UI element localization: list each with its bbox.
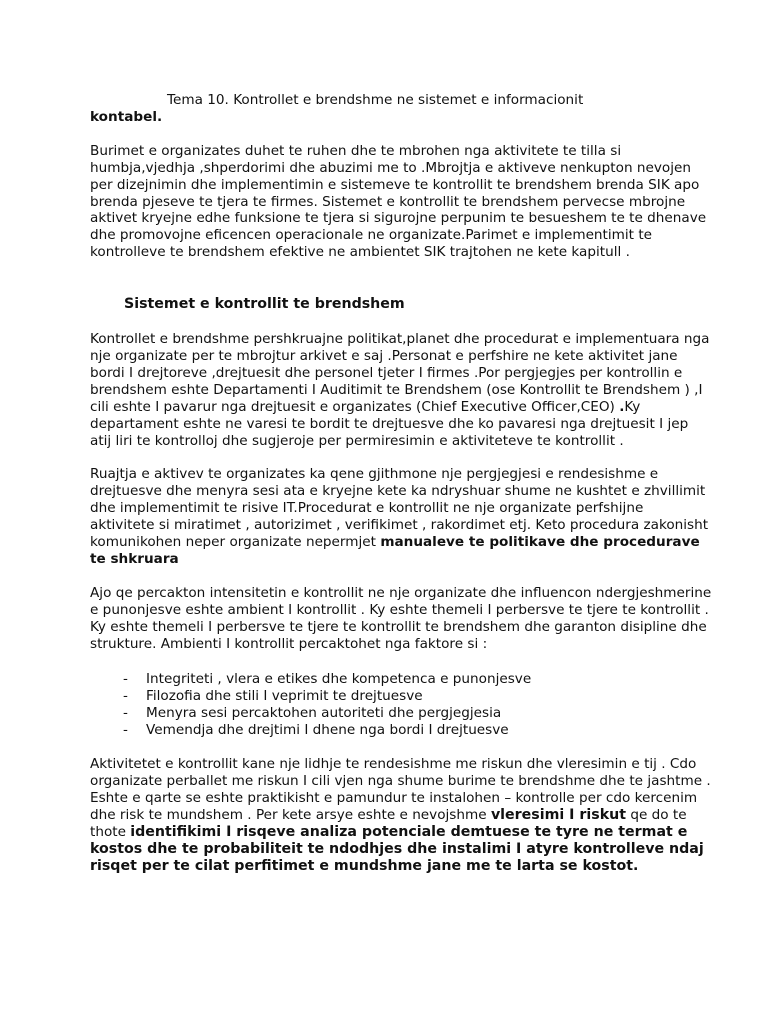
list-item-text: Filozofia dhe stili I veprimit te drejtuesve xyxy=(146,688,423,705)
section-heading: Sistemet e kontrollit te brendshem xyxy=(124,296,405,313)
bold-risk-identification: identifikimi I risqeve analiza potenciale demtuese te tyre ne termat e kostos dhe te probabiliteit te ndodhjes dhe instalimi I atyre kontrolleve ndaj risqet per te cilat perfitimet e mundshme jane me te larta se kostot xyxy=(90,823,704,874)
paragraph-asset-protection-text: Ruajtja e aktivev te organizates ka qene gjithmone nje pergjegjesi e rendesishme e drejtuesve dhe menyra sesi ata e kryejne kete ka ndryshuar shume ne kushtet e zhvillimit dhe implementimit te risive IT.Procedurat e kontrollit ne nje organizate perfshijne aktivitete si miratimet , autorizimet , verifikimet , rakordimet etj. Keto procedura zakonisht komunikohen neper organizate nepermjet xyxy=(90,466,709,551)
paragraph-asset-protection xyxy=(90,466,712,567)
paragraph-internal-controls xyxy=(90,331,712,449)
list-item xyxy=(90,688,712,705)
list-item xyxy=(90,671,712,688)
dash-bullet: - xyxy=(123,688,128,705)
paragraph-risk-assessment xyxy=(90,756,712,874)
paragraph-internal-controls-text: Kontrollet e brendshme pershkruajne politikat,planet dhe procedurat e implementuara nga nje organizate per te mbrojtur arkivet e saj .Personat e perfshire ne kete aktivitet jane bordi I drejtoreve ,drejtuesit dhe personel tjeter I firmes .Por pergjegjes per kontrollin e brendshem eshte Departamenti I Auditimit te Brendshem (ose Kontrollit te Brendshem ) ,I cili eshte I pavarur nga drejtuesit e organizates (Chief Executive Officer,CEO) xyxy=(90,331,710,415)
dash-bullet: - xyxy=(123,705,128,722)
bold-end-period: . xyxy=(633,857,639,874)
document-title xyxy=(90,92,712,126)
paragraph-risk-text: Aktivitetet e kontrollit kane nje lidhje te rendesishme me riskun dhe vleresimin e tij . Cdo organizate perballet me riskun I cili vjen nga shume burime te brendshme dhe te jashtme . Eshte e qarte se eshte praktikisht e pamundur te instalohen – kontrolle per cdo kercenim dhe risk te mundshem . Per kete arsye eshte e nevojshme xyxy=(90,756,711,823)
factors-list xyxy=(90,671,712,739)
dash-bullet: - xyxy=(123,722,128,739)
bold-manuals: manualeve te politikave dhe procedurave te shkruara xyxy=(90,534,700,567)
list-item xyxy=(90,705,712,722)
bold-risk-assessment: vleresimi I riskut xyxy=(490,806,627,823)
title-line-1: Tema 10. Kontrollet e brendshme ne sistemet e informacionit xyxy=(167,92,584,108)
paragraph-control-environment: Ajo qe percakton intensitetin e kontrollit ne nje organizate dhe influencon ndergjeshmerine e punonjesve eshte ambient I kontrollit . Ky eshte themeli I perbersve te tjere te kontrollit . Ky eshte themeli I perbersve te tjere te kontrollit te brendshem dhe garanton disipline dhe strukture. Ambienti I kontrollit percaktohet nga faktore si : xyxy=(90,584,712,652)
intro-paragraph: Burimet e organizates duhet te ruhen dhe te mbrohen nga aktivitete te tilla si humbja,vjedhja ,shperdorimi dhe abuzimi me to .Mbrojtja e aktiveve nenkupton nevojen per dizejnimin dhe implementimin e sistemeve te kontrollit te brendshem brenda SIK apo brenda pjeseve te tjera te firmes. Sistemet e kontrollit te brendshem pervecse mbrojne aktivet kryejne edhe funksione te tjera si sigurojne perpunim te besueshem te te dhenave dhe promovojne eficencen operacionale ne organizate.Parimet e implementimit te kontrolleve te brendshem efektive ne ambientet SIK trajtohen ne kete kapitull . xyxy=(90,142,707,261)
list-item-text: Integriteti , vlera e etikes dhe kompetenca e punonjesve xyxy=(146,671,532,688)
title-line-2: kontabel. xyxy=(90,108,163,125)
paragraph-risk-mid: qe do te thote xyxy=(90,806,687,840)
dash-bullet: - xyxy=(123,671,128,688)
bold-period: . xyxy=(619,398,625,415)
paragraph-internal-controls-tail: Ky departament eshte ne varesi te bordit te drejtuesve dhe ko pavaresi nga drejtuesit I jep atij liri te kontrolloj dhe sugjeroje per permiresimin e aktiviteteve te kontrollit . xyxy=(90,398,689,449)
list-item-text: Vemendja dhe drejtimi I dhene nga bordi I drejtuesve xyxy=(146,722,509,739)
list-item-text: Menyra sesi percaktohen autoriteti dhe pergjegjesia xyxy=(146,705,502,722)
list-item xyxy=(90,722,712,739)
